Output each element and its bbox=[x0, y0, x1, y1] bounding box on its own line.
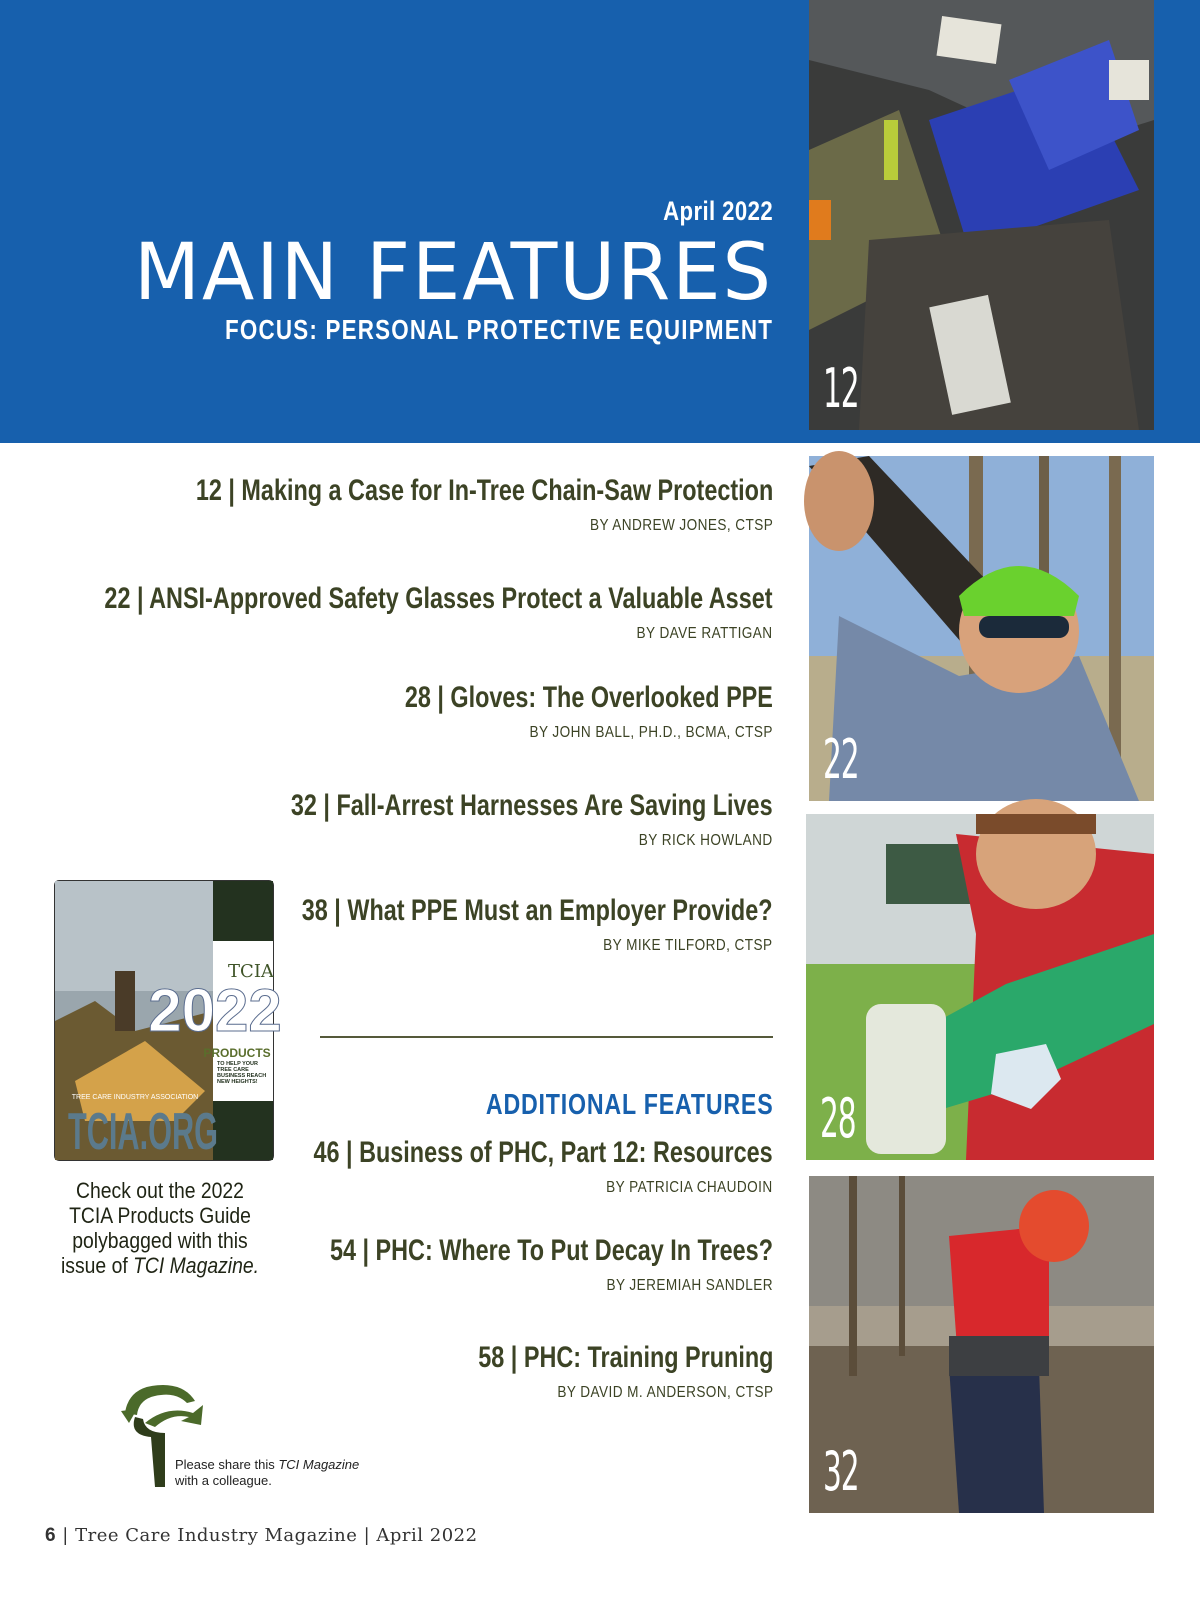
feature-byline: BY RICK HOWLAND bbox=[639, 832, 773, 849]
feature-item[interactable] bbox=[155, 789, 773, 850]
feature-item[interactable] bbox=[395, 1341, 773, 1402]
page-footer bbox=[45, 1525, 478, 1547]
cover-year: 2022 bbox=[148, 977, 282, 1044]
cover-association: TREE CARE INDUSTRY ASSOCIATION bbox=[71, 1094, 199, 1101]
feature-byline: BY DAVE RATTIGAN bbox=[636, 625, 773, 642]
page-number: 6 bbox=[45, 1525, 57, 1546]
photo-harness bbox=[809, 1176, 1154, 1513]
products-guide-cover[interactable] bbox=[54, 880, 282, 1161]
share-message bbox=[175, 1457, 359, 1489]
feature-byline: BY JOHN BALL, PH.D., BCMA, CTSP bbox=[529, 724, 773, 741]
photo-safety-glasses-image bbox=[809, 456, 1154, 801]
photo-chainsaw-pants-image bbox=[809, 0, 1154, 430]
feature-title[interactable]: 12 | Making a Case for In-Tree Chain-Saw Protection bbox=[195, 474, 773, 507]
photo-number: 28 bbox=[820, 1087, 856, 1150]
share-magazine: TCI Magazine bbox=[278, 1457, 360, 1472]
products-guide-cover-image bbox=[55, 881, 282, 1161]
cover-caption-line bbox=[54, 1253, 265, 1278]
feature-title[interactable]: 28 | Gloves: The Overlooked PPE bbox=[404, 681, 773, 714]
section-divider bbox=[320, 1036, 773, 1038]
feature-item[interactable] bbox=[205, 1234, 773, 1295]
feature-byline: BY PATRICIA CHAUDOIN bbox=[606, 1179, 773, 1196]
feature-title[interactable]: 32 | Fall-Arrest Harnesses Are Saving Lives bbox=[291, 789, 773, 822]
cover-url: TCIA.ORG bbox=[68, 1103, 218, 1161]
feature-item[interactable] bbox=[301, 681, 773, 742]
feature-byline: BY JEREMIAH SANDLER bbox=[606, 1277, 773, 1294]
cover-caption-line: Check out the 2022 bbox=[76, 1178, 244, 1203]
cover-caption-line: polybagged with this bbox=[72, 1228, 248, 1253]
photo-number: 12 bbox=[823, 357, 859, 420]
cover-products: PRODUCTS bbox=[203, 1046, 271, 1060]
feature-title[interactable]: 22 | ANSI-Approved Safety Glasses Protect a Valuable Asset bbox=[104, 582, 773, 615]
cover-brand: TCIA bbox=[228, 961, 274, 982]
cover-caption-magazine: TCI Magazine. bbox=[133, 1253, 259, 1278]
photo-number: 22 bbox=[823, 728, 859, 791]
page-title: MAIN FEATURES bbox=[134, 228, 773, 318]
feature-title[interactable]: 46 | Business of PHC, Part 12: Resources bbox=[313, 1136, 773, 1169]
additional-features-heading: ADDITIONAL FEATURES bbox=[485, 1089, 773, 1121]
feature-title[interactable]: 38 | What PPE Must an Employer Provide? bbox=[302, 894, 773, 927]
issue-date: April 2022 bbox=[663, 196, 773, 226]
feature-byline: BY ANDREW JONES, CTSP bbox=[589, 517, 773, 534]
cover-caption-line: TCIA Products Guide bbox=[69, 1203, 251, 1228]
share-line bbox=[175, 1457, 359, 1473]
feature-title[interactable]: 58 | PHC: Training Pruning bbox=[477, 1341, 773, 1374]
footer-text: | Tree Care Industry Magazine | April 2022 bbox=[56, 1525, 478, 1546]
photo-safety-glasses bbox=[809, 456, 1154, 801]
photo-gloves-image bbox=[806, 814, 1154, 1160]
feature-item[interactable] bbox=[0, 582, 773, 643]
cover-tagline: TO HELP YOUR TREE CARE BUSINESS REACH NEW HEIGHTS! bbox=[217, 1061, 267, 1085]
share-prefix: Please share this bbox=[175, 1457, 279, 1472]
share-line: with a colleague. bbox=[175, 1473, 272, 1488]
focus-subtitle: FOCUS: PERSONAL PROTECTIVE EQUIPMENT bbox=[224, 314, 773, 345]
photo-chainsaw-pants bbox=[809, 0, 1154, 430]
cover-caption-prefix: issue of bbox=[61, 1253, 134, 1278]
photo-harness-image bbox=[809, 1176, 1154, 1513]
cover-caption bbox=[54, 1178, 265, 1278]
feature-item[interactable] bbox=[33, 474, 773, 535]
feature-byline: BY DAVID M. ANDERSON, CTSP bbox=[556, 1384, 773, 1401]
feature-title[interactable]: 54 | PHC: Where To Put Decay In Trees? bbox=[329, 1234, 773, 1267]
feature-byline: BY MIKE TILFORD, CTSP bbox=[603, 937, 773, 954]
photo-number: 32 bbox=[823, 1440, 859, 1503]
photo-gloves bbox=[806, 814, 1154, 1160]
